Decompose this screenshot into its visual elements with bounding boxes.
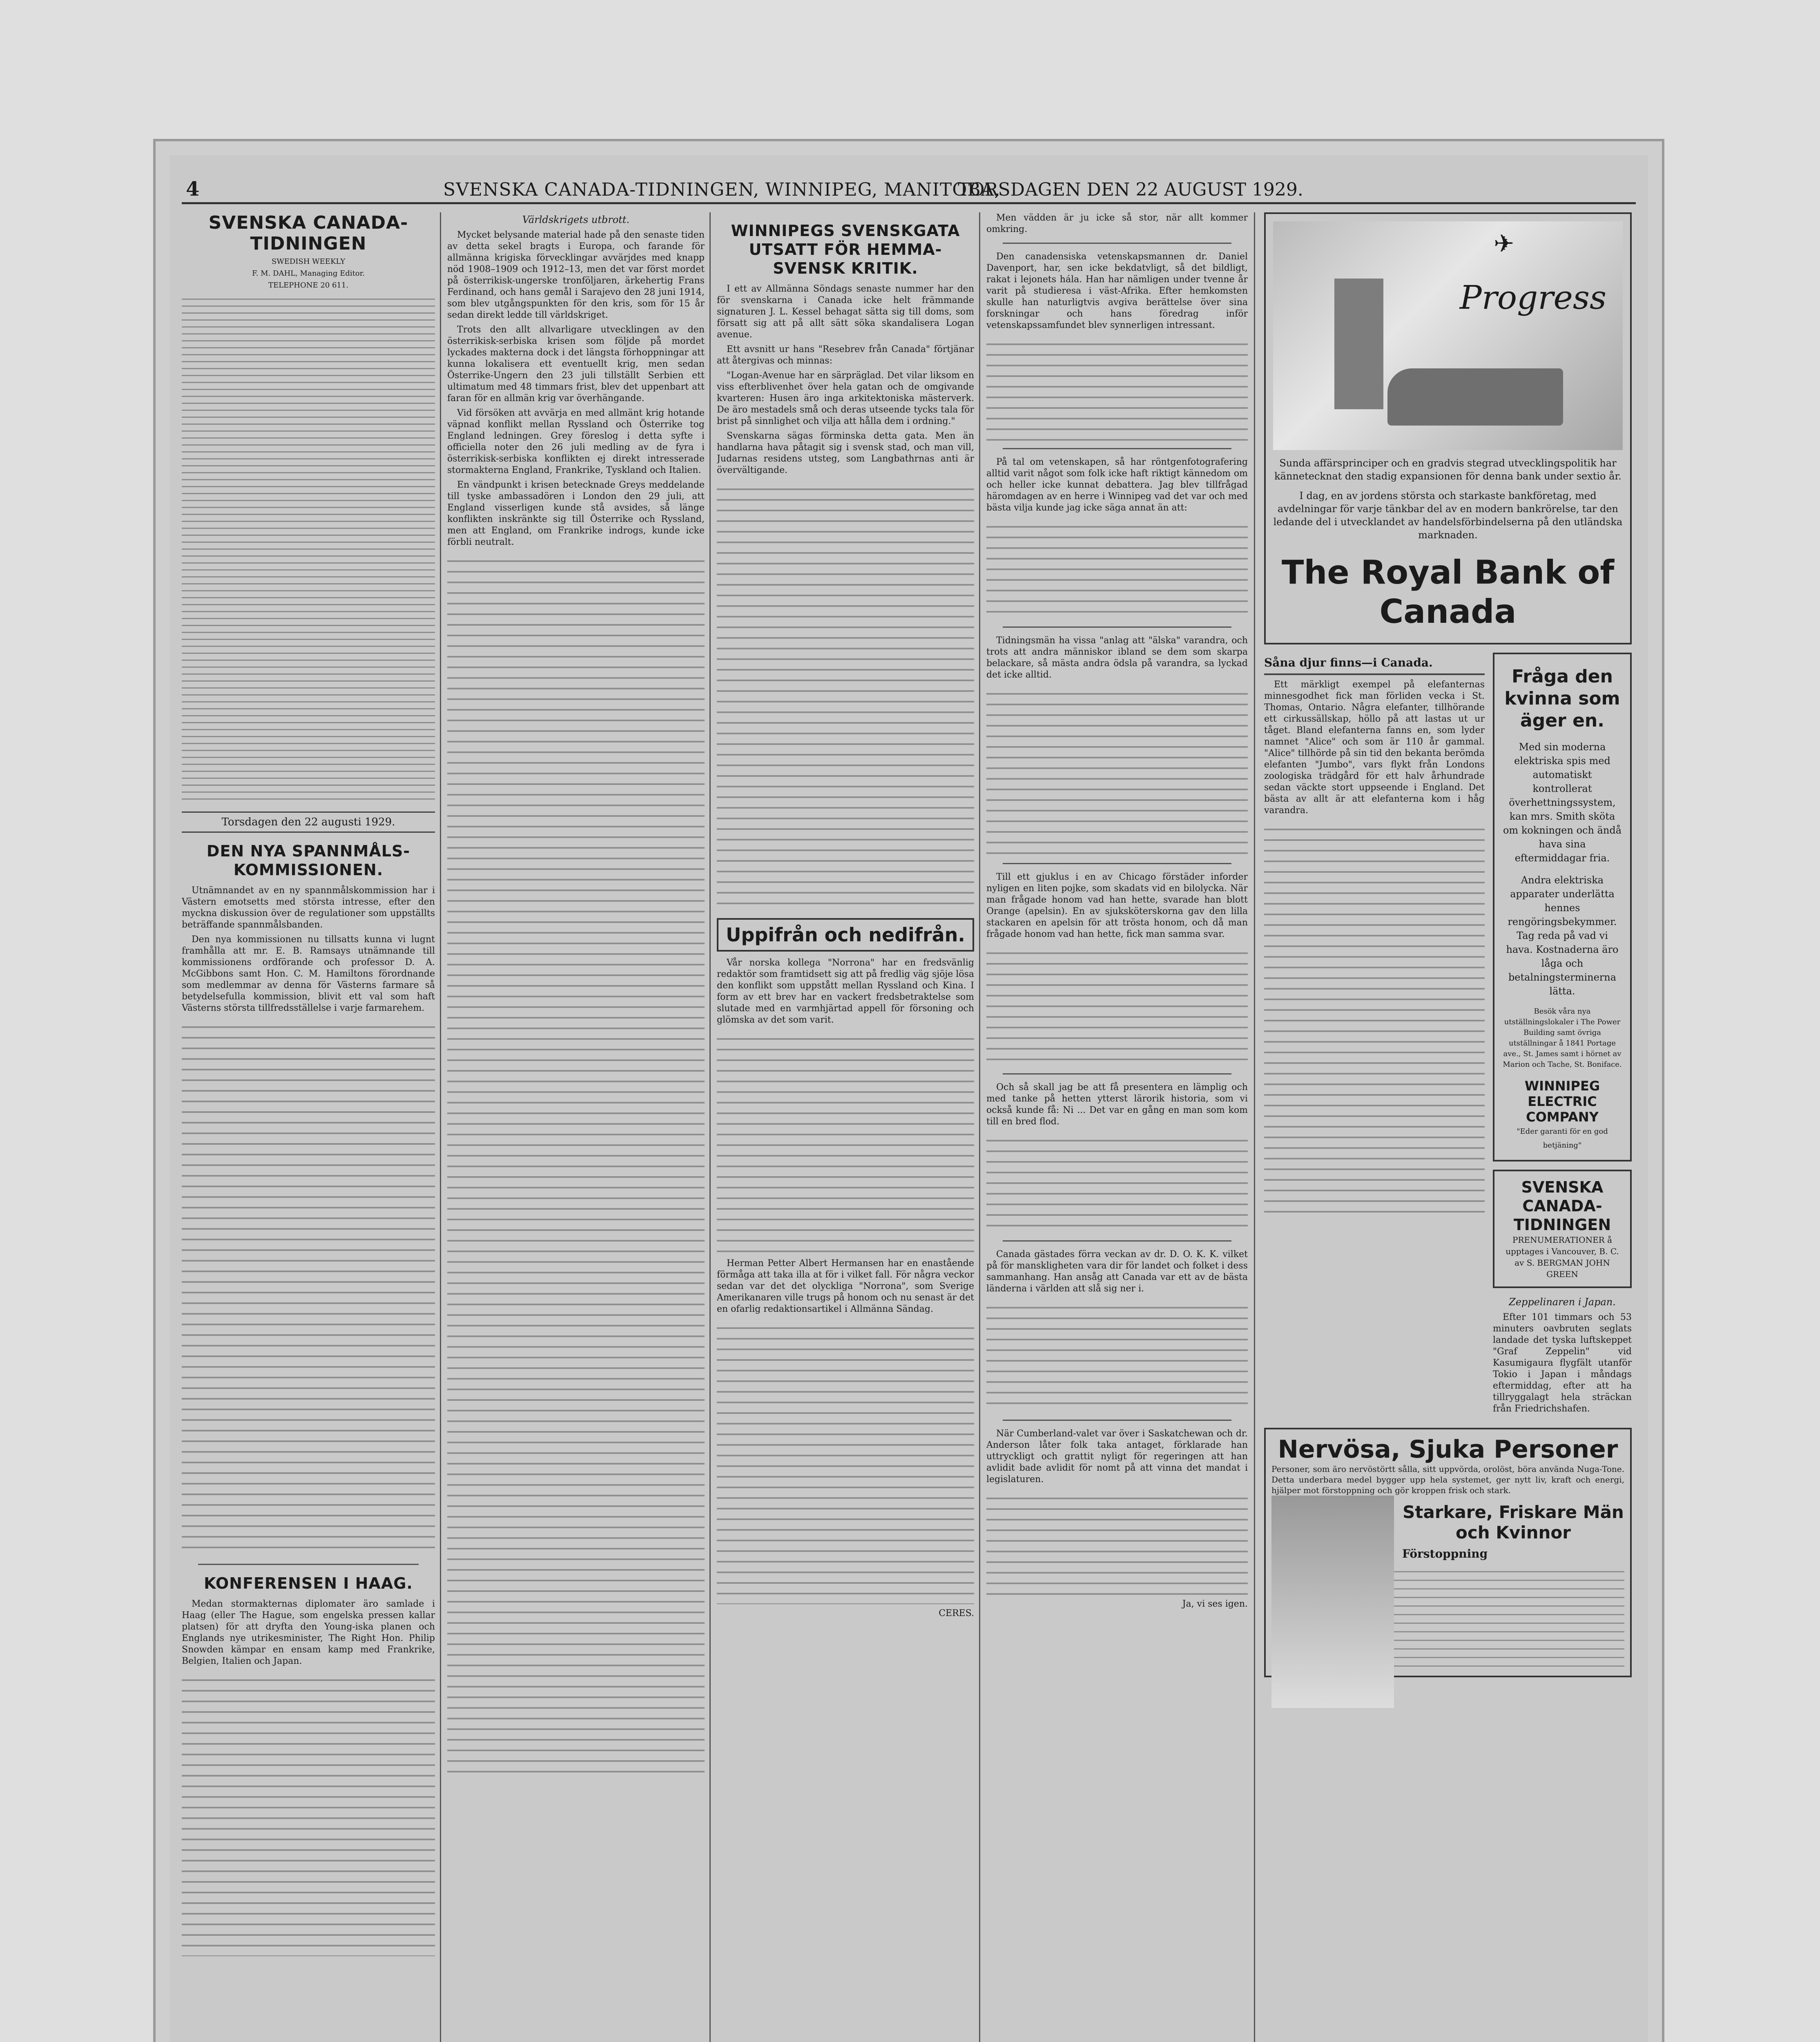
zeppelin-heading: Zeppelinaren i Japan. <box>1509 1296 1616 1308</box>
wec-headline: Fråga den kvinna som äger en. <box>1504 666 1620 731</box>
headline-haag: KONFERENSEN I HAAG. <box>204 1574 413 1592</box>
separator <box>1003 1073 1231 1075</box>
zeppelin-article <box>1493 1312 1632 1415</box>
article-haag <box>182 1598 435 1956</box>
article-filler <box>986 943 1248 1066</box>
wec-company: WINNIPEG ELECTRIC COMPANY <box>1524 1078 1600 1125</box>
article-column-4 <box>986 212 1248 1595</box>
newspaper-page <box>170 155 1648 2042</box>
column-2 <box>447 212 705 2042</box>
paragraph: Den canadensiska vetenskapsmannen dr. Daniel Davenport, har, sen icke bekdatvligt, så det bildligt, rakat i lejonets hála. Han har nämligen under tvenne år varit på studieresa i väst-Afrika. Efter hemkomsten skulle han naturligtvis avgiva berättelse över sina forskningar och hans föredrag inför vetenskapssamfundet blev synnerligen intressant. <box>986 252 1248 330</box>
paragraph: I ett av Allmänna Söndags senaste nummer har den för svenskarna i Canada icke helt främmande signaturen J. L. Kessel behagat sätta sig till doms, som försatt sig att på allt sätt söka skandalisera Logan avenue. <box>717 284 974 340</box>
paragraph: Den nya kommissionen nu tillsatts kunna vi lugnt framhålla att mr. E. B. Ramsays utnämnande till kommissionens ordförande och professor D. A. McGibbons samt Hon. C. M. Hamiltons förordnande som medlemmar av denna för Västerns farmare så betydelsefulla kommission, blivit ett val som haft Västerns största tillfredsställelse i varje farmarehem. <box>182 934 435 1013</box>
masthead-telephone: TELEPHONE 20 611. <box>268 281 349 290</box>
separator <box>1264 673 1485 675</box>
article-filler <box>986 684 1248 856</box>
signature-column-4: Ja, vi ses igen. <box>1182 1599 1248 1609</box>
article-filler <box>717 1029 974 1258</box>
wec-text-1: Med sin moderna elektriska spis med automatiskt kontrollerat överhettningssystem, kan mrs. Smith sköta om kokningen och ändå hava sina eftermiddagar fria. <box>1503 741 1622 864</box>
article-filler <box>986 1298 1248 1412</box>
masthead-fineprint <box>182 293 435 803</box>
bank-text-2: I dag, en av jordens största och starkaste bankföretag, med avdelningar för varje tänkbar del av en modern bankrörelse, tar den ledande del i utvecklandet av handelsförbindelserna på den utländska marknaden. <box>1273 490 1623 541</box>
column-3 <box>717 212 974 2042</box>
nerv-subheadline: Starkare, Friskare Män och Kvinnor <box>1403 1502 1624 1543</box>
nerv-text: Personer, som äro nervöstörtt sålla, sitt uppvörda, orolöst, böra använda Nuga-Tone. Detta underbara medel bygger upp hela systemet, ger nytt liv, kraft och energi, hjälper mot förstoppning och gör kroppen frisk och stark. <box>1271 1464 1624 1495</box>
nerv-headline: Nervösa, Sjuka Personer <box>1278 1435 1618 1464</box>
paragraph: Ett avsnitt ur hans "Resebrev från Canada" förtjänar att återgivas och minnas: <box>717 344 974 366</box>
bank-name: The Royal Bank of Canada <box>1281 553 1615 631</box>
ads-column <box>1493 653 1632 1418</box>
article-filler <box>986 334 1248 441</box>
article-spannmal <box>182 885 435 1556</box>
wec-tagline: "Eder garanti för en god betjäning" <box>1517 1127 1608 1150</box>
paragraph: Vår norska kollega "Norrona" har en fredsvänlig redaktör som framtidsett sig att på fredlig väg sjöje lösa den konflikt som uppstått mellan Ryssland och Kina. I form av ett brev har en vackert fredsbetraktelse som slutade med en varmhjärtad appell för försoning och glömska av det som varit. <box>717 958 974 1025</box>
paragraph: Trots den allt allvarligare utvecklingen av den österrikisk-serbiska krisen som följde på mordet lyckades makterna dock i det längsta förhoppningar att kunna lokalisera ett eventuellt krig, men sedan Österrike-Ungern den 23 juli tillställt Serbien ett ultimatum med 48 timmars frist, blev det uppenbart att faran för en allmän krig var överhängande. <box>447 325 705 403</box>
wec-text-3: Besök våra nya utställningslokaler i The Power Building samt övriga utställningar å 1841 Portage ave., St. James samt i hörnet av Marion och Tache, St. Boniface. <box>1503 1007 1622 1069</box>
article-filler <box>447 551 705 1777</box>
masthead: SVENSKA CANADA-TIDNINGEN <box>208 212 408 254</box>
paragraph: Ett märkligt exempel på elefanternas minnesgodhet fick man förliden vecka i St. Thomas, Ontario. Några elefanter, tillhörande ett cirkussällskap, höllo på att lastas ut ur tåget. Bland elefanterna fanns en, som lyder namnet "Alice" och som är 110 år gammal. "Alice" tillhörde på sin tid den bekanta berömda elefanten "Jumbo", vars flykt från Londons zoologiska trädgård för ett halv århundrade sedan väckte stort uppseende i England. Det bästa av allt är att elefanterna kom i håg varandra. <box>1264 680 1485 816</box>
signature-ceres: CERES. <box>939 1608 974 1618</box>
article-filler <box>182 1017 435 1556</box>
bank-text-1: Sunda affärsprinciper och en gradvis stegrad utvecklingspolitik har kännetecknat den stadig expansionen för denna bank under sextio år. <box>1274 457 1621 482</box>
paragraph: Mycket belysande material hade på den senaste tiden av detta sekel bragts i Europa, och farande för allmänna krigiska förvecklingar avvärjdes med knapp nöd 1908–1909 och 1912–13, men det var först mordet på österrikisk-ungerske tronföljaren, ärkehertig Frans Ferdinand, och hans gemål i Sarajevo den 28 juni 1914, som blev utgångspunkten för den kris, som för 15 år sedan direkt ledde till världskriget. <box>447 230 705 320</box>
paragraph: Medan stormakternas diplomater äro samlade i Haag (eller The Hague, som engelska pressen kallar platsen) för att dryfta den Young-iska planen och Englands nye utrikesminister, The Right Hon. Philip Snowden kämpar en ensam kamp med Frankrike, Belgien, Italien och Japan. <box>182 1599 435 1666</box>
paragraph: På tal om vetenskapen, så har röntgenfotografering alltid varit något som folk icke haft riktigt kännedom om och heller icke kunnat debattera. Jag blev tillfrågad häromdagen av en herre i Winnipeg vad det var och med bästa vilja kunde jag icke säga annat än att: <box>986 457 1248 513</box>
news-column <box>1264 653 1485 1418</box>
progress-illustration <box>1273 221 1623 450</box>
paragraph: Men vädden är ju icke så stor, när allt kommer omkring. <box>986 213 1248 234</box>
headline-uppifran: Uppifrån och nedifrån. <box>717 918 974 952</box>
editorial-date: Torsdagen den 22 augusti 1929. <box>182 811 435 833</box>
locomotive-illustration <box>1387 368 1563 426</box>
separator <box>1003 448 1231 449</box>
nerv-sub: Förstoppning <box>1402 1547 1488 1560</box>
column-4 <box>986 212 1248 2042</box>
paragraph: Och så skall jag be att få presentera en lämplig och med tanke på hetten ytterst lärorik historia, som vi också kunde få: Ni ... Det var en gång en man som kom till en bred flod. <box>986 1082 1248 1127</box>
column-rule <box>709 212 711 2042</box>
separator <box>1003 1240 1231 1242</box>
paragraph: Utnämnandet av en ny spannmålskommission har i Västern emotsetts med största intresse, efter den myckna diskussion över de regulationer som uppställts beträffande spannmålsbanden. <box>182 885 435 930</box>
nuga-tone-ad <box>1264 1428 1632 1677</box>
headline-spannmal: DEN NYA SPANNMÅLS-KOMMISSIONEN. <box>206 842 410 879</box>
subscription-details: PRENUMERATIONER å upptages i Vancouver, B. C. av S. BERGMAN JOHN GREEN <box>1506 1235 1619 1279</box>
separator <box>1003 626 1231 628</box>
wec-text-2: Andra elektriska apparater underlätta hennes rengöringsbekymmer. Tag reda på vad vi hava. Kostnaderna äro låga och betalningsterminerna lätta. <box>1506 874 1619 997</box>
column-rule <box>1254 212 1255 2042</box>
separator <box>1003 863 1231 864</box>
masthead-sub: SWEDISH WEEKLY <box>271 257 346 266</box>
lower-ads-row <box>1264 653 1632 1418</box>
paragraph: Vid försöken att avvärja en med allmänt krig hotande väpnad konflikt mellan Ryssland och Österrike tog England ledningen. Grey föreslog i detta syfte i officiella noter den 26 juli medling av de fyra i österrikisk-serbiska konflikten ej direkt intresserade stormakterna England, Frankrike, Tyskland och Italien. <box>447 408 705 475</box>
winnipeg-electric-ad <box>1493 653 1632 1161</box>
paragraph: Efter 101 timmars och 53 minuters oavbruten seglats landade det tyska luftskeppet "Graf Zeppelin" vid Kasumigaura flygfält utanför Tokio i Japan i måndags eftermiddag, efter att ha tillryggalagt hela sträckan från Friedrichshafen. <box>1493 1312 1632 1414</box>
paragraph: En vändpunkt i krisen betecknade Greys meddelande till tyske ambassadören i London den 29 juli, att England visserligen kunde stå avsides, så länge konflikten inskränkte sig till Österrike och Ryssland, men att England, om Frankrike indrogs, kunde icke förbli neutralt. <box>447 480 705 547</box>
column-5-ads <box>1264 212 1632 2042</box>
separator <box>1003 1420 1231 1421</box>
paragraph: Till ett gjuklus i en av Chicago förstäder inforder nyligen en liten pojke, som skadats vid en bilolycka. När man frågade honom vad han hette, svarade han blott Orange (apelsin). En av sjuksköterskorna gav den lilla stackaren en apelsin för att trösta honom, och då man frågade honom vad han hette, fick man samma svar. <box>986 872 1248 939</box>
article-filler <box>1264 820 1485 1220</box>
paragraph: Canada gästades förra veckan av dr. D. O. K. K. vilket på för manskligheten vara dir för landet och folket i dess sammanhang. Han ansåg att Canada var ett av de bästa länderna i världen att slå sig ner i. <box>986 1249 1248 1294</box>
article-filler <box>717 479 974 908</box>
skyscraper-illustration <box>1334 279 1383 409</box>
paragraph: "Logan-Avenue har en särpräglad. Det vilar liksom en viss efterblivenhet över hela gatan och de omgivande kvarteren: Husen äro inga arkitektoniska mästerverk. De äro mestadels små och deras utseende tycks tala för brist på sinnlighet och vilja att hålla dem i ordning." <box>717 370 974 426</box>
subscription-ad <box>1493 1170 1632 1288</box>
newspaper-title: SVENSKA CANADA-TIDNINGEN, WINNIPEG, MANITOBA, <box>443 179 1001 200</box>
issue-date-header: TORSDAGEN DEN 22 AUGUST 1929. <box>958 179 1303 200</box>
progress-word: Progress <box>1459 279 1606 317</box>
microfilm-frame <box>153 139 1664 2042</box>
article-filler <box>986 1131 1248 1233</box>
subscription-name: SVENSKA CANADA-TIDNINGEN <box>1513 1178 1611 1234</box>
article-filler <box>717 1318 974 1604</box>
separator <box>1003 243 1231 244</box>
paragraph: Tidningsmän ha vissa "anlag att "älska" varandra, och trots att andra människor ibland se dem som skarpa belackare, så mästa andra ödsla på varandra, sa lyckad det icke alltid. <box>986 635 1248 680</box>
paragraph: Herman Petter Albert Hermansen har en enastående förmåga att taka illa at för i vilket fall. För några veckor sedan var det det olyckliga "Norrona", som Sverige Amerikanaren ville trugs på honom och nu senast är det en ofarlig redaktionsartikel i Allmänna Sändag. <box>717 1258 974 1314</box>
column-rule <box>979 212 980 2042</box>
page-number: 4 <box>186 178 200 201</box>
article-filler <box>986 517 1248 619</box>
elephants-article <box>1264 679 1485 1220</box>
article-filler <box>986 1489 1248 1595</box>
article-varldskrig <box>447 230 705 1777</box>
page-header <box>182 178 1636 204</box>
article-filler <box>182 1670 435 1956</box>
paragraph: När Cumberland-valet var över i Saskatchewan och dr. Anderson låter folk taka antaget, förklarade han uttryckligt och grattit nyligt för regeringen att han avlidit bade avlidit för nomt på att vinna det mandat i legislaturen. <box>986 1429 1248 1485</box>
masthead-editor: F. M. DAHL, Managing Editor. <box>252 269 365 278</box>
paragraph: Svenskarna sägas förminska detta gata. Men än handlarna hava påtagit sig i svensk stad, och man vill, Judarnas residens utsteg, som Langbathrnas anti är övervältigande. <box>717 431 974 475</box>
column-rule <box>440 212 441 2042</box>
separator <box>198 1564 419 1565</box>
royal-bank-ad <box>1264 212 1632 644</box>
headline-svenskgata: WINNIPEGS SVENSKGATA UTSATT FÖR HEMMA-SVENSK KRITIK. <box>731 222 960 277</box>
elephants-heading: Såna djur finns—i Canada. <box>1264 656 1433 669</box>
article-svenskgata <box>717 283 974 908</box>
subheading-varldskrig: Världskrigets utbrott. <box>522 214 630 225</box>
woman-illustration <box>1271 1496 1394 1708</box>
column-1 <box>182 212 435 2042</box>
article-uppifran <box>717 957 974 1604</box>
airplane-icon: ✈ <box>1494 230 1514 258</box>
